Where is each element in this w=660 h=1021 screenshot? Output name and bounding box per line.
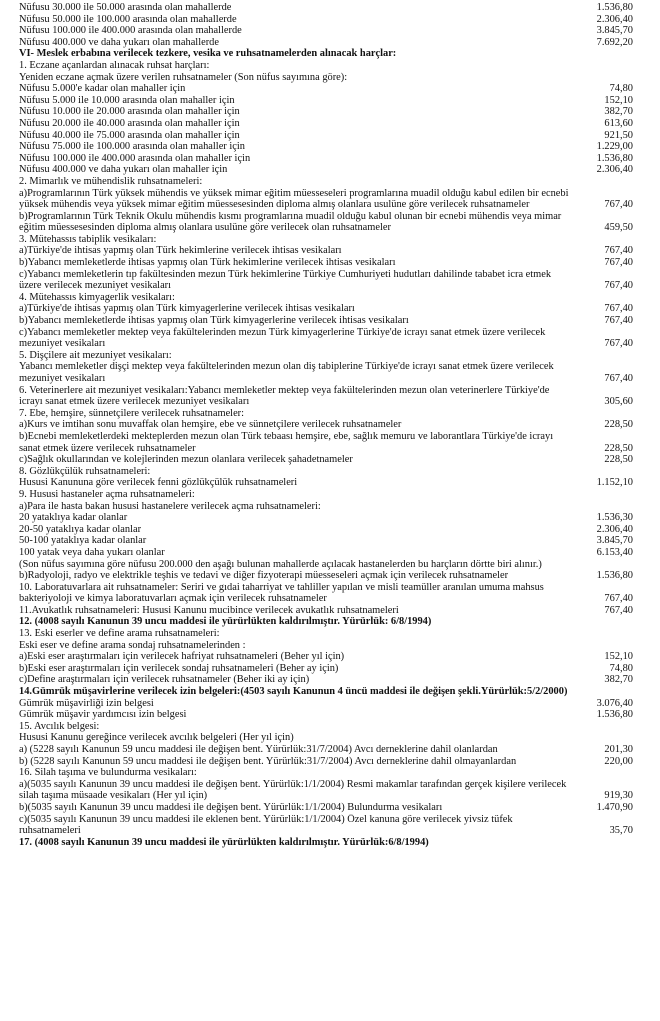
line-text: a)(5035 sayılı Kanunun 39 uncu maddesi ile değişen bent. Yürürlük:1/1/2004) Resmi makamlar tarafından gerçek kişilere verilecek silah taşıma müsaade vesikaları (Her yıl için) — [19, 778, 567, 802]
line-amount: 1.470,90 — [596, 801, 633, 813]
line-text: b) (5228 sayılı Kanunun 59 uncu maddesi ile değişen bent. Yürürlük:31/7/2004) Avcı derneklerine dahil olmayanlardan — [19, 755, 517, 767]
line-text: c)Yabancı memleketler mektep veya fakültelerinden mezun Türk kimyagerlerine Türkiye'de icrayı sanat etmek üzere verilecek mezuniyet vesikaları — [19, 326, 546, 350]
document-line — [19, 431, 633, 454]
document-line — [19, 616, 633, 628]
line-text: 50-100 yataklıya kadar olanlar — [19, 535, 147, 547]
document-line — [19, 176, 633, 188]
line-text: VI- Meslek erbabına verilecek tezkere, vesika ve ruhsatnamelerden alınacak harçlar: — [19, 48, 397, 60]
document-line — [19, 130, 633, 142]
line-text: c)Define araştırmaları için verilecek ruhsatnameler (Beher iki ay için) — [19, 674, 310, 686]
document-line — [19, 361, 633, 384]
document-line — [19, 732, 633, 744]
line-amount: 767,40 — [604, 593, 633, 605]
line-amount: 767,40 — [604, 303, 633, 315]
document-line — [19, 512, 633, 524]
line-text: Nüfusu 5.000'e kadar olan mahaller için — [19, 83, 186, 95]
line-text: a)Türkiye'de ihtisas yapmış olan Türk hekimlerine verilecek ihtisas vesikaları — [19, 245, 342, 257]
line-text: 1. Eczane açanlardan alınacak ruhsat harçları: — [19, 59, 210, 71]
line-amount: 305,60 — [604, 396, 633, 408]
document-line — [19, 454, 633, 466]
line-amount: 2.306,40 — [596, 13, 633, 25]
document-line — [19, 2, 633, 14]
document-line — [19, 106, 633, 118]
document-line — [19, 303, 633, 315]
line-text: Eski eser ve define arama sondaj ruhsatnamelerinden : — [19, 639, 246, 651]
line-text: 13. Eski eserler ve define arama ruhsatnameleri: — [19, 628, 220, 640]
line-amount: 2.306,40 — [596, 523, 633, 535]
document-line — [19, 118, 633, 130]
document-line — [19, 559, 633, 571]
document-line — [19, 640, 633, 652]
document-line — [19, 837, 633, 849]
line-text: c)Sağlık okullarından ve kolejlerinden mezun olanlara verilecek şahadetnameler — [19, 454, 353, 466]
line-text: (Son nüfus sayımına göre nüfusu 200.000 den aşağı bulunan mahallerde açılacak hastanelerden bu harçların dörtte biri alınır.) — [19, 558, 542, 570]
document-line — [19, 524, 633, 536]
document-line — [19, 269, 633, 292]
line-text: b)Programlarının Türk Teknik Okulu mühendis kısmı programlarına muadil olduğu kabul olunan bir ecnebi mühendis veya mimar eğitim müessesesinden diploma almış olanlara usulüne göre verilecek olan ruhsatnameler — [19, 210, 562, 234]
document-line — [19, 767, 633, 779]
line-amount: 459,50 — [604, 222, 633, 234]
line-amount: 152,10 — [604, 94, 633, 106]
line-amount: 220,00 — [604, 755, 633, 767]
document-line — [19, 419, 633, 431]
document-line — [19, 141, 633, 153]
line-text: Nüfusu 10.000 ile 20.000 arasında olan mahaller için — [19, 106, 240, 118]
line-text: Hususi Kanunu gereğince verilecek avcılık belgeleri (Her yıl için) — [19, 732, 294, 744]
document-line — [19, 651, 633, 663]
line-amount: 767,40 — [604, 604, 633, 616]
line-text: b)Radyoloji, radyo ve elektrikle teşhis ve tedavi ve diğer fizyoterapi müesseseleri açmak için verilecek ruhsatnameler — [19, 570, 509, 582]
document-line — [19, 211, 633, 234]
document-line — [19, 535, 633, 547]
line-amount: 228,50 — [604, 419, 633, 431]
line-text: Yabancı memleketler dişçi mektep veya fakültelerinden mezun olan diş tabiplerine Türkiye'de icrayı sanat etmek üzere verilecek mezuniyet vesikaları — [19, 361, 554, 384]
line-text: Nüfusu 20.000 ile 40.000 arasında olan mahaller için — [19, 117, 240, 129]
line-amount: 6.153,40 — [596, 546, 633, 558]
document-line — [19, 153, 633, 165]
line-text: a)Para ile hasta bakan hususi hastanelere verilecek açma ruhsatnameleri: — [19, 500, 321, 512]
document-line — [19, 257, 633, 269]
document-line — [19, 709, 633, 721]
line-text: a)Türkiye'de ihtisas yapmış olan Türk kimyagerlerine verilecek ihtisas vesikaları — [19, 303, 355, 315]
line-amount: 921,50 — [604, 129, 633, 141]
line-amount: 228,50 — [604, 442, 633, 454]
line-text: Nüfusu 400.000 ve daha yukarı olan mahaller için — [19, 164, 228, 176]
line-text: 6. Veterinerlere ait mezuniyet vesikaları:Yabancı memleketler mektep veya fakültelerinden mezun olan veterinerlere Türkiye'de icrayı sanat etmek üzere verilecek mezuniyet vesikaları — [19, 384, 550, 408]
line-amount: 2.306,40 — [596, 164, 633, 176]
line-text: a) (5228 sayılı Kanunun 59 uncu maddesi ile değişen bent. Yürürlük:31/7/2004) Avcı derneklerine dahil olanlardan — [19, 744, 498, 755]
line-amount: 767,40 — [604, 315, 633, 327]
line-amount: 1.536,30 — [596, 512, 633, 524]
document-line — [19, 164, 633, 176]
line-text: Nüfusu 75.000 ile 100.000 arasında olan mahaller için — [19, 141, 245, 153]
line-text: 12. (4008 sayılı Kanunun 39 uncu maddesi ile yürürlükten kaldırılmıştır. Yürürlük: 6/8/1994) — [19, 616, 432, 628]
line-amount: 152,10 — [604, 651, 633, 663]
document-line — [19, 802, 633, 814]
document-line — [19, 489, 633, 501]
line-text: 8. Gözlükçülük ruhsatnameleri: — [19, 465, 151, 477]
document-line — [19, 60, 633, 72]
line-amount: 767,40 — [604, 199, 633, 211]
document-line — [19, 674, 633, 686]
line-text: a)Kurs ve imtihan sonu muvaffak olan hemşire, ebe ve sünnetçilere verilecek ruhsatnameler — [19, 419, 402, 431]
line-text: Nüfusu 50.000 ile 100.000 arasında olan mahallerde — [19, 13, 237, 25]
line-amount: 1.229,00 — [596, 141, 633, 153]
line-text: c)Yabancı memleketlerin tıp fakültesinden mezun Türk hekimlerine Türkiye Cumhuriyeti hudutları dahilinde tababet icra etmek üzere verilecek mezuniyet vesikaları — [19, 268, 552, 292]
line-amount: 767,40 — [604, 373, 633, 384]
line-text: Gümrük müşavirliği izin belgesi — [19, 697, 154, 709]
line-amount: 3.845,70 — [596, 25, 633, 37]
line-text: Nüfusu 400.000 ve daha yukarı olan mahallerde — [19, 36, 219, 48]
line-text: b)(5035 sayılı Kanunun 39 uncu maddesi ile değişen bent. Yürürlük:1/1/2004) Bulundurma vesikaları — [19, 801, 443, 813]
document-line — [19, 48, 633, 60]
document-line — [19, 477, 633, 489]
document-line — [19, 14, 633, 26]
line-amount: 767,40 — [604, 245, 633, 257]
document-line — [19, 72, 633, 84]
line-text: 4. Mütehassıs kimyagerlik vesikaları: — [19, 291, 175, 303]
line-text: c)(5035 sayılı Kanunun 39 uncu maddesi ile eklenen bent. Yürürlük:1/1/2004) Özel kanuna göre verilecek yivsiz tüfek ruhsatnameleri — [19, 813, 513, 837]
line-amount: 1.152,10 — [596, 477, 633, 489]
document-line — [19, 547, 633, 559]
line-text: 2. Mimarlık ve mühendislik ruhsatnameleri: — [19, 175, 203, 187]
line-amount: 382,70 — [604, 674, 633, 686]
document-line — [19, 350, 633, 362]
line-text: b)Ecnebi memleketlerdeki mekteplerden mezun olan Türk tebaası hemşire, ebe, sağlık memuru ve laborantlara Türkiye'de icrayı sanat etmek üzere verilecek ruhsatnameler — [19, 430, 554, 454]
document-line — [19, 663, 633, 675]
line-text: 14.Gümrük müşavirlerine verilecek izin belgeleri:(4503 sayılı Kanunun 4 üncü maddesi ile değişen şekli.Yürürlük:5/2/2000) — [19, 686, 568, 698]
document-line — [19, 83, 633, 95]
line-text: 11.Avukatlık ruhsatnameleri: Hususi Kanunu mucibince verilecek avukatlık ruhsatnameleri — [19, 604, 399, 616]
line-text: 3. Mütehassıs tabiplik vesikaları: — [19, 233, 157, 245]
line-text: b)Yabancı memleketlerde ihtisas yapmış olan Türk hekimlerine verilecek ihtisas vesikaları — [19, 257, 396, 269]
line-amount: 228,50 — [604, 454, 633, 466]
document-line — [19, 25, 633, 37]
line-text: Gümrük müşavir yardımcısı izin belgesi — [19, 709, 187, 721]
document-line — [19, 188, 633, 211]
line-amount: 767,40 — [604, 257, 633, 269]
line-amount: 74,80 — [609, 662, 633, 674]
document-line — [19, 605, 633, 617]
line-amount: 382,70 — [604, 106, 633, 118]
line-amount: 1.536,80 — [596, 152, 633, 164]
document-line — [19, 501, 633, 513]
line-amount: 74,80 — [609, 83, 633, 95]
line-amount: 1.536,80 — [596, 570, 633, 582]
line-amount: 35,70 — [609, 825, 633, 837]
line-text: a)Eski eser araştırmaları için verilecek hafriyat ruhsatnameleri (Beher yıl için) — [19, 651, 345, 663]
document-line — [19, 466, 633, 478]
line-text: 10. Laboratuvarlara ait ruhsatnameler: Seriri ve gıdai taharriyat ve tahliller yapılan ve misli teamüller aranılan umuma mahsus bakteriyoloji ve kimya laboratuvarları açmak için verilecek ruhsatnameler — [19, 581, 544, 605]
document-line — [19, 698, 633, 710]
document-line — [19, 814, 633, 837]
document-line — [19, 744, 633, 756]
line-text: a)Programlarının Türk yüksek mühendis ve yüksek mimar eğitim müesseseleri programlarına muadil olduğu kabul edilen bir ecnebi yüksek mühendis veya yüksek mimar eğitim müessesesinden diploma almış olanlara usulüne göre verilecek ruhsatnameler — [19, 187, 569, 211]
document-line — [19, 315, 633, 327]
document-line — [19, 628, 633, 640]
line-amount: 1.536,80 — [596, 709, 633, 721]
document-line — [19, 234, 633, 246]
document-line — [19, 721, 633, 733]
line-amount: 767,40 — [604, 338, 633, 350]
document-line — [19, 292, 633, 304]
document-line — [19, 582, 633, 605]
line-text: 15. Avcılık belgesi: — [19, 720, 100, 732]
line-text: Nüfusu 30.000 ile 50.000 arasında olan mahallerde — [19, 2, 232, 13]
line-amount: 767,40 — [604, 280, 633, 292]
document-line — [19, 408, 633, 420]
line-text: Yeniden eczane açmak üzere verilen ruhsatnameler (Son nüfus sayımına göre): — [19, 71, 348, 83]
line-text: Nüfusu 40.000 ile 75.000 arasında olan mahaller için — [19, 129, 240, 141]
line-text: 17. (4008 sayılı Kanunun 39 uncu maddesi ile yürürlükten kaldırılmıştır. Yürürlük:6/8/1994) — [19, 836, 429, 848]
line-amount: 3.845,70 — [596, 535, 633, 547]
document-line — [19, 37, 633, 49]
line-text: Hususi Kanununa göre verilecek fenni gözlükçülük ruhsatnameleri — [19, 477, 298, 489]
document-line — [19, 327, 633, 350]
line-amount: 7.692,20 — [596, 36, 633, 48]
document-line — [19, 570, 633, 582]
line-text: 9. Hususi hastaneler açma ruhsatnameleri: — [19, 488, 195, 500]
line-amount: 1.536,80 — [596, 2, 633, 13]
line-text: Nüfusu 100.000 ile 400.000 arasında olan mahaller için — [19, 152, 251, 164]
line-text: 20-50 yataklıya kadar olanlar — [19, 523, 142, 535]
document-line — [19, 779, 633, 802]
line-text: b)Eski eser araştırmaları için verilecek sondaj ruhsatnameleri (Beher ay için) — [19, 662, 339, 674]
line-amount: 919,30 — [604, 790, 633, 802]
line-text: 5. Dişçilere ait mezuniyet vesikaları: — [19, 349, 172, 361]
document-line — [19, 756, 633, 768]
line-amount: 3.076,40 — [596, 697, 633, 709]
line-text: Nüfusu 5.000 ile 10.000 arasında olan mahaller için — [19, 94, 235, 106]
line-text: b)Yabancı memleketlerde ihtisas yapmış olan Türk kimyagerlerine verilecek ihtisas vesikaları — [19, 315, 409, 327]
line-text: 7. Ebe, hemşire, sünnetçilere verilecek ruhsatnameler: — [19, 407, 245, 419]
line-amount: 613,60 — [604, 117, 633, 129]
line-amount: 201,30 — [604, 744, 633, 755]
document-line — [19, 385, 633, 408]
line-text: 100 yatak veya daha yukarı olanlar — [19, 546, 165, 558]
line-text: 20 yataklıya kadar olanlar — [19, 512, 128, 524]
line-text: 16. Silah taşıma ve bulundurma vesikaları: — [19, 767, 197, 779]
line-text: Nüfusu 100.000 ile 400.000 arasında olan mahallerde — [19, 25, 242, 37]
document-line — [19, 95, 633, 107]
document-line — [19, 245, 633, 257]
document-line — [19, 686, 633, 698]
